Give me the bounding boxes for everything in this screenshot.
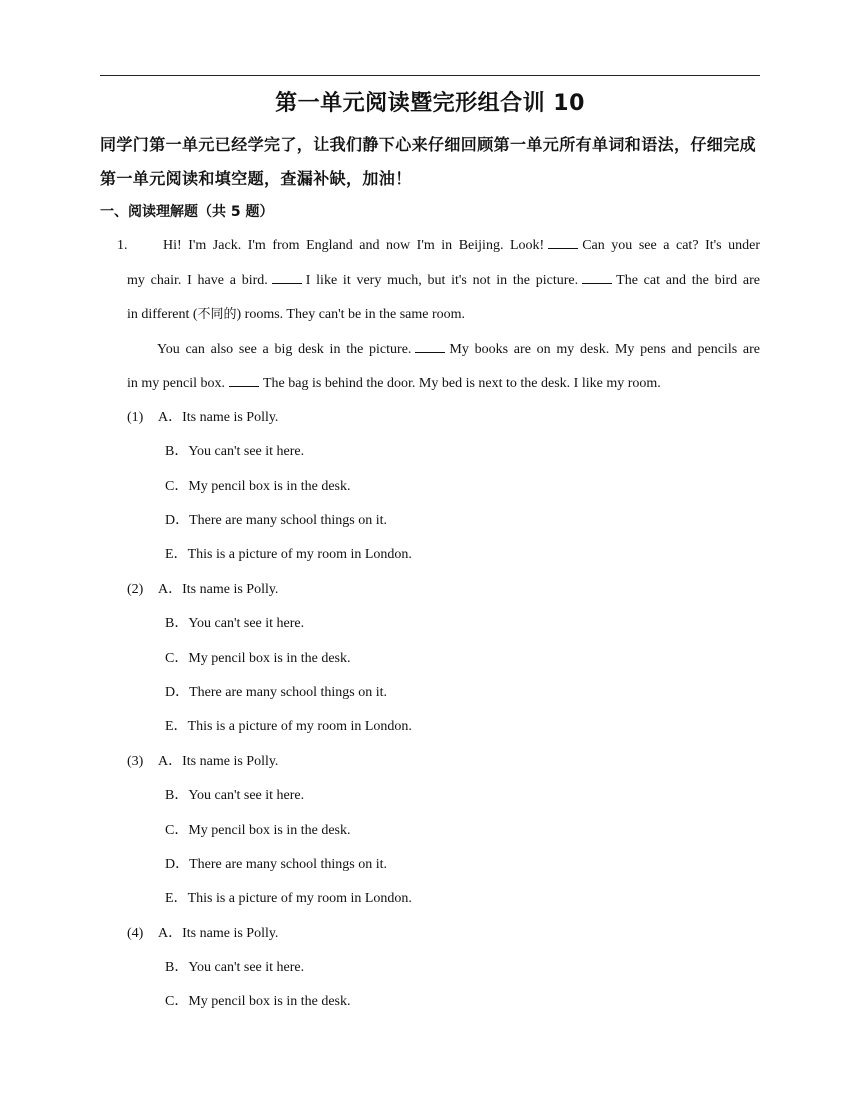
subquestion-label: (4) — [127, 926, 144, 941]
option-e[interactable]: E．This is a picture of my room in London. — [165, 891, 412, 906]
option-a[interactable]: A．Its name is Polly. — [158, 926, 279, 941]
header-rule — [100, 75, 760, 76]
subquestion-label: (3) — [127, 754, 144, 769]
passage-line-1: Hi! I'm Jack. I'm from England and now I'm in Beijing. Look! Can you see a cat? It's under — [163, 238, 761, 253]
passage-line-5: in my pencil box. The bag is behind the door. My bed is next to the desk. I like my room. — [127, 376, 661, 391]
passage-line-2: my chair. I have a bird. I like it very much, but it's not in the picture. The cat and the bird are — [127, 273, 760, 288]
section-heading: 一、阅读理解题（共 5 题） — [100, 204, 274, 220]
option-d[interactable]: D．There are many school things on it. — [165, 513, 388, 528]
option-c[interactable]: C．My pencil box is in the desk. — [165, 823, 351, 838]
option-d[interactable]: D．There are many school things on it. — [165, 685, 388, 700]
answer-blank[interactable] — [548, 236, 578, 249]
option-e[interactable]: E．This is a picture of my room in London. — [165, 719, 412, 734]
option-c[interactable]: C．My pencil box is in the desk. — [165, 994, 351, 1009]
answer-blank[interactable] — [415, 340, 445, 353]
passage-line-3: in different (不同的) rooms. They can't be in the same room. — [127, 307, 466, 322]
answer-blank[interactable] — [229, 374, 259, 387]
option-b[interactable]: B．You can't see it here. — [165, 444, 305, 459]
passage-line-4: You can also see a big desk in the picture. My books are on my desk. My pens and pencils are — [157, 342, 760, 357]
option-c[interactable]: C．My pencil box is in the desk. — [165, 651, 351, 666]
option-b[interactable]: B．You can't see it here. — [165, 960, 305, 975]
subquestion-label: (1) — [127, 410, 144, 425]
option-d[interactable]: D．There are many school things on it. — [165, 857, 388, 872]
answer-blank[interactable] — [272, 271, 302, 284]
option-e[interactable]: E．This is a picture of my room in London. — [165, 547, 412, 562]
option-a[interactable]: A．Its name is Polly. — [158, 754, 279, 769]
option-a[interactable]: A．Its name is Polly. — [158, 582, 279, 597]
answer-blank[interactable] — [582, 271, 612, 284]
subquestion-label: (2) — [127, 582, 144, 597]
option-a[interactable]: A．Its name is Polly. — [158, 410, 279, 425]
option-b[interactable]: B．You can't see it here. — [165, 788, 305, 803]
question-number: 1. — [117, 238, 128, 253]
option-b[interactable]: B．You can't see it here. — [165, 616, 305, 631]
intro-paragraph: 同学门第一单元已经学完了，让我们静下心来仔细回顾第一单元所有单词和语法，仔细完成第一单元阅读和填空题，查漏补缺，加油！ — [100, 135, 757, 188]
page-title: 第一单元阅读暨完形组合训 10 — [275, 91, 585, 116]
option-c[interactable]: C．My pencil box is in the desk. — [165, 479, 351, 494]
